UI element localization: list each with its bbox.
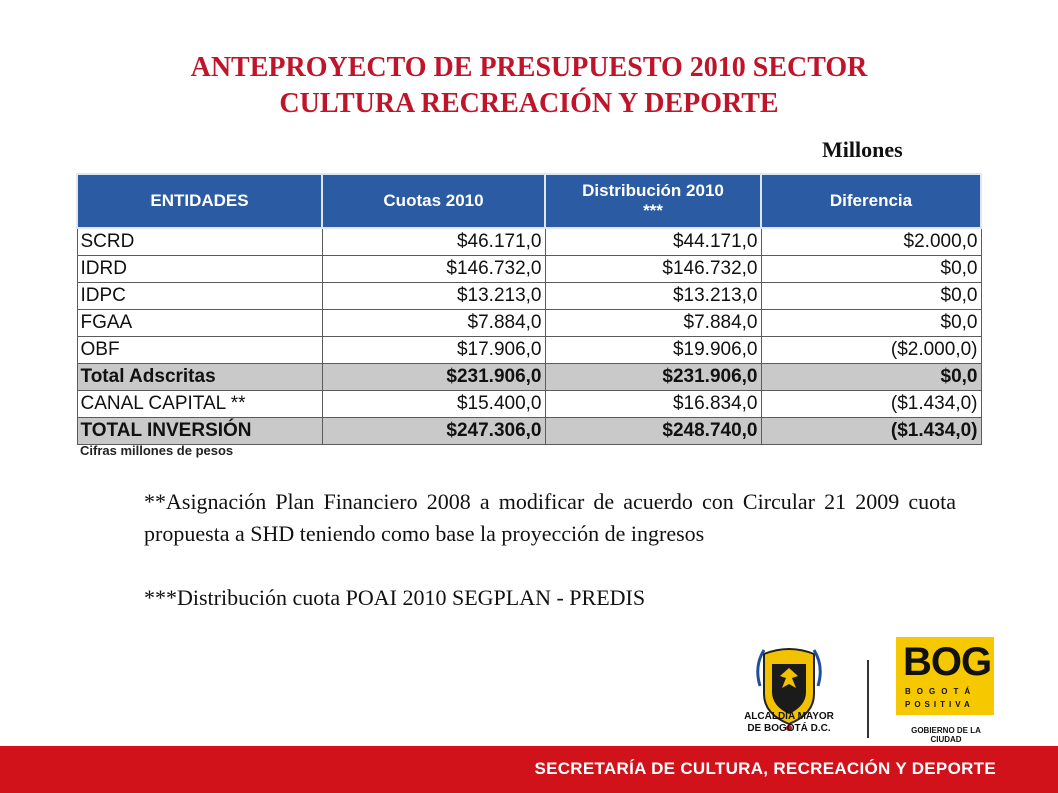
logo-divider: [867, 660, 869, 738]
header-entidades: ENTIDADES: [77, 174, 322, 228]
bog-logo-positiva: POSITIVA: [905, 700, 974, 709]
cell-entidad: CANAL CAPITAL **: [77, 391, 322, 418]
budget-table: [76, 173, 982, 445]
cell-distribucion: $13.213,0: [545, 283, 761, 310]
header-distribucion-mark: ***: [643, 201, 663, 220]
table-row-idrd: [77, 256, 981, 283]
cell-distribucion: $248.740,0: [545, 418, 761, 445]
table-row-total-adscritas: [77, 364, 981, 391]
alcaldia-label-line1: ALCALDÍA MAYOR: [744, 711, 834, 722]
cell-cuotas: $17.906,0: [322, 337, 545, 364]
cell-distribucion: $146.732,0: [545, 256, 761, 283]
cell-diferencia: $2.000,0: [761, 228, 981, 256]
bog-logo-word: BOG: [903, 640, 992, 684]
cell-cuotas: $146.732,0: [322, 256, 545, 283]
cell-distribucion: $7.884,0: [545, 310, 761, 337]
cell-entidad: Total Adscritas: [77, 364, 322, 391]
table-row-idpc: [77, 283, 981, 310]
footer-bar: [0, 746, 1058, 793]
cell-entidad: IDPC: [77, 283, 322, 310]
cell-distribucion: $231.906,0: [545, 364, 761, 391]
table-row-total-inversion: [77, 418, 981, 445]
alcaldia-label-line2: DE BOGOTÁ D.C.: [747, 723, 831, 734]
slide-title-line1: ANTEPROYECTO DE PRESUPUESTO 2010 SECTOR: [190, 52, 868, 83]
table-header-row: [77, 174, 981, 228]
cell-entidad: SCRD: [77, 228, 322, 256]
note-asignacion: **Asignación Plan Financiero 2008 a modificar de acuerdo con Circular 21 2009 cuota propuesta a SHD teniendo como base la proyección de ingresos: [144, 489, 956, 546]
cell-cuotas: $15.400,0: [322, 391, 545, 418]
cell-entidad: IDRD: [77, 256, 322, 283]
table-row-scrd: [77, 228, 981, 256]
cell-entidad: FGAA: [77, 310, 322, 337]
cell-diferencia: ($2.000,0): [761, 337, 981, 364]
note-distribucion: ***Distribución cuota POAI 2010 SEGPLAN - PREDIS: [144, 585, 646, 610]
bog-logo-bogota: BOGOTÁ: [905, 687, 977, 696]
cell-distribucion: $44.171,0: [545, 228, 761, 256]
cell-diferencia: ($1.434,0): [761, 418, 981, 445]
gobierno-label: GOBIERNO DE LA CIUDAD: [911, 726, 981, 744]
table-row-canal-capital: [77, 391, 981, 418]
cell-diferencia: $0,0: [761, 364, 981, 391]
table-row-obf: [77, 337, 981, 364]
header-distribucion-label: Distribución 2010: [582, 181, 724, 200]
slide-title: [0, 50, 1058, 122]
units-label: Millones: [822, 137, 903, 162]
cell-cuotas: $13.213,0: [322, 283, 545, 310]
header-distribucion: [545, 174, 761, 228]
footer-text: SECRETARÍA DE CULTURA, RECREACIÓN Y DEPORTE: [534, 759, 996, 778]
cell-distribucion: $19.906,0: [545, 337, 761, 364]
cell-diferencia: $0,0: [761, 256, 981, 283]
table-row-fgaa: [77, 310, 981, 337]
slide-title-line2: CULTURA RECREACIÓN Y DEPORTE: [279, 88, 779, 119]
cell-distribucion: $16.834,0: [545, 391, 761, 418]
cell-entidad: TOTAL INVERSIÓN: [77, 418, 322, 445]
cell-cuotas: $231.906,0: [322, 364, 545, 391]
header-diferencia: Diferencia: [761, 174, 981, 228]
cell-cuotas: $46.171,0: [322, 228, 545, 256]
alcaldia-label: [728, 711, 850, 735]
header-cuotas: Cuotas 2010: [322, 174, 545, 228]
cell-entidad: OBF: [77, 337, 322, 364]
cell-diferencia: $0,0: [761, 310, 981, 337]
notes-block: [144, 486, 956, 614]
cell-diferencia: $0,0: [761, 283, 981, 310]
cell-cuotas: $247.306,0: [322, 418, 545, 445]
table-footnote: Cifras millones de pesos: [80, 443, 234, 458]
cell-cuotas: $7.884,0: [322, 310, 545, 337]
cell-diferencia: ($1.434,0): [761, 391, 981, 418]
